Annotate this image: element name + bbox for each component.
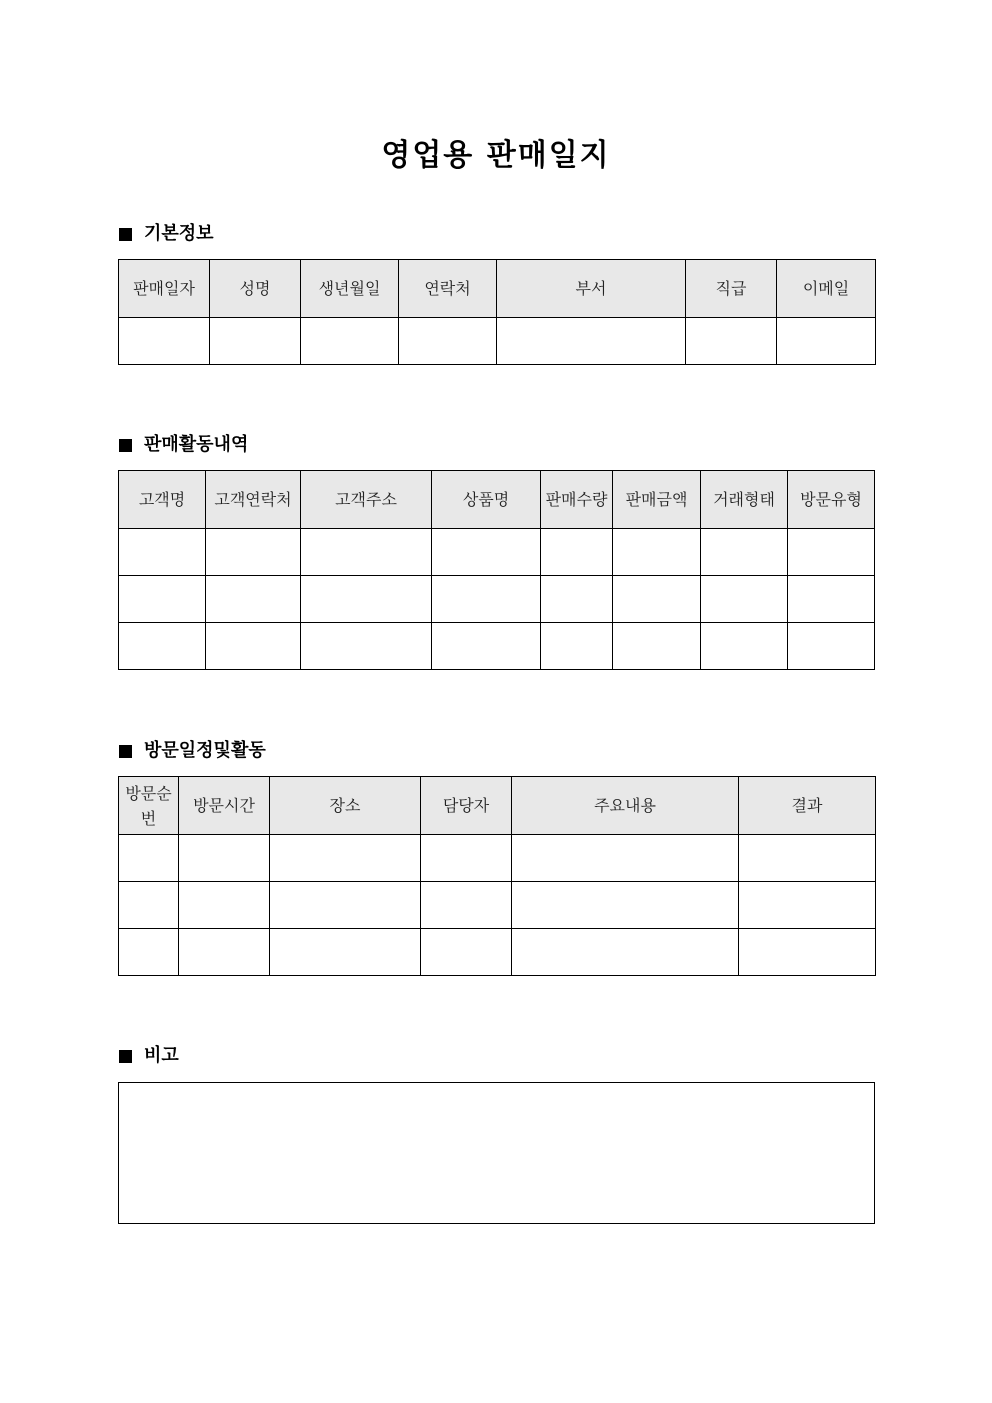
input-cell[interactable] [270, 882, 421, 929]
input-cell[interactable] [301, 576, 432, 623]
section-title-visit-schedule [119, 739, 266, 763]
input-cell[interactable] [739, 882, 876, 929]
input-cell[interactable] [512, 929, 739, 976]
header-cell: 생년월일 [301, 260, 399, 318]
input-cell[interactable] [179, 835, 270, 882]
input-cell[interactable] [119, 835, 179, 882]
input-cell[interactable] [432, 576, 541, 623]
header-cell: 상품명 [432, 471, 541, 529]
input-cell[interactable] [179, 882, 270, 929]
input-cell[interactable] [119, 882, 179, 929]
input-cell[interactable] [512, 882, 739, 929]
header-cell: 연락처 [399, 260, 497, 318]
table-row [119, 623, 875, 670]
visit-schedule-table [118, 776, 876, 976]
input-cell[interactable] [421, 835, 512, 882]
input-cell[interactable] [206, 529, 301, 576]
input-cell[interactable] [777, 318, 876, 365]
header-cell: 고객주소 [301, 471, 432, 529]
page-title: 영업용 판매일지 [381, 138, 611, 173]
header-cell: 결과 [739, 777, 876, 835]
header-cell: 담당자 [421, 777, 512, 835]
input-cell[interactable] [206, 623, 301, 670]
input-cell[interactable] [301, 318, 399, 365]
input-cell[interactable] [399, 318, 497, 365]
table-row [119, 576, 875, 623]
input-cell[interactable] [301, 529, 432, 576]
input-cell[interactable] [210, 318, 301, 365]
section-title-remarks [119, 1044, 179, 1068]
header-cell: 주요내용 [512, 777, 739, 835]
header-cell: 방문유형 [788, 471, 875, 529]
input-cell[interactable] [739, 835, 876, 882]
input-cell[interactable] [541, 576, 613, 623]
section-title-label: 기본정보 [144, 223, 214, 244]
input-cell[interactable] [119, 529, 206, 576]
header-cell: 성명 [210, 260, 301, 318]
input-cell[interactable] [432, 529, 541, 576]
header-cell: 고객명 [119, 471, 206, 529]
header-cell: 판매일자 [119, 260, 210, 318]
input-cell[interactable] [686, 318, 777, 365]
header-cell: 방문시간 [179, 777, 270, 835]
sales-activity-table [118, 470, 875, 670]
input-cell[interactable] [421, 882, 512, 929]
input-cell[interactable] [497, 318, 686, 365]
header-cell: 방문순번 [119, 777, 179, 835]
table-row [119, 318, 876, 365]
input-cell[interactable] [512, 835, 739, 882]
input-cell[interactable] [206, 576, 301, 623]
input-cell[interactable] [701, 576, 788, 623]
basic-info-table [118, 259, 876, 365]
header-cell: 장소 [270, 777, 421, 835]
input-cell[interactable] [119, 576, 206, 623]
table-row [119, 529, 875, 576]
input-cell[interactable] [739, 929, 876, 976]
input-cell[interactable] [701, 623, 788, 670]
square-bullet-icon [119, 439, 132, 452]
input-cell[interactable] [701, 529, 788, 576]
section-title-basic-info [119, 222, 214, 246]
square-bullet-icon [119, 1050, 132, 1063]
square-bullet-icon [119, 228, 132, 241]
square-bullet-icon [119, 745, 132, 758]
input-cell[interactable] [788, 529, 875, 576]
section-title-label: 비고 [144, 1045, 179, 1066]
table-row [119, 835, 876, 882]
input-cell[interactable] [421, 929, 512, 976]
section-title-label: 판매활동내역 [144, 434, 249, 455]
input-cell[interactable] [613, 576, 701, 623]
input-cell[interactable] [119, 318, 210, 365]
header-cell: 이메일 [777, 260, 876, 318]
header-cell: 고객연락처 [206, 471, 301, 529]
table-header-row [119, 777, 876, 835]
input-cell[interactable] [301, 623, 432, 670]
input-cell[interactable] [270, 835, 421, 882]
table-header-row [119, 471, 875, 529]
input-cell[interactable] [179, 929, 270, 976]
header-cell: 부서 [497, 260, 686, 318]
input-cell[interactable] [541, 529, 613, 576]
input-cell[interactable] [270, 929, 421, 976]
header-cell: 거래형태 [701, 471, 788, 529]
input-cell[interactable] [541, 623, 613, 670]
table-header-row [119, 260, 876, 318]
input-cell[interactable] [788, 576, 875, 623]
header-cell: 판매수량 [541, 471, 613, 529]
table-row [119, 929, 876, 976]
input-cell[interactable] [613, 529, 701, 576]
header-cell: 직급 [686, 260, 777, 318]
section-title-label: 방문일정및활동 [144, 740, 266, 761]
input-cell[interactable] [613, 623, 701, 670]
input-cell[interactable] [119, 623, 206, 670]
input-cell[interactable] [788, 623, 875, 670]
table-row [119, 882, 876, 929]
input-cell[interactable] [432, 623, 541, 670]
section-title-sales-activity [119, 433, 248, 457]
header-cell: 판매금액 [613, 471, 701, 529]
input-cell[interactable] [119, 929, 179, 976]
remarks-box[interactable] [118, 1082, 875, 1224]
